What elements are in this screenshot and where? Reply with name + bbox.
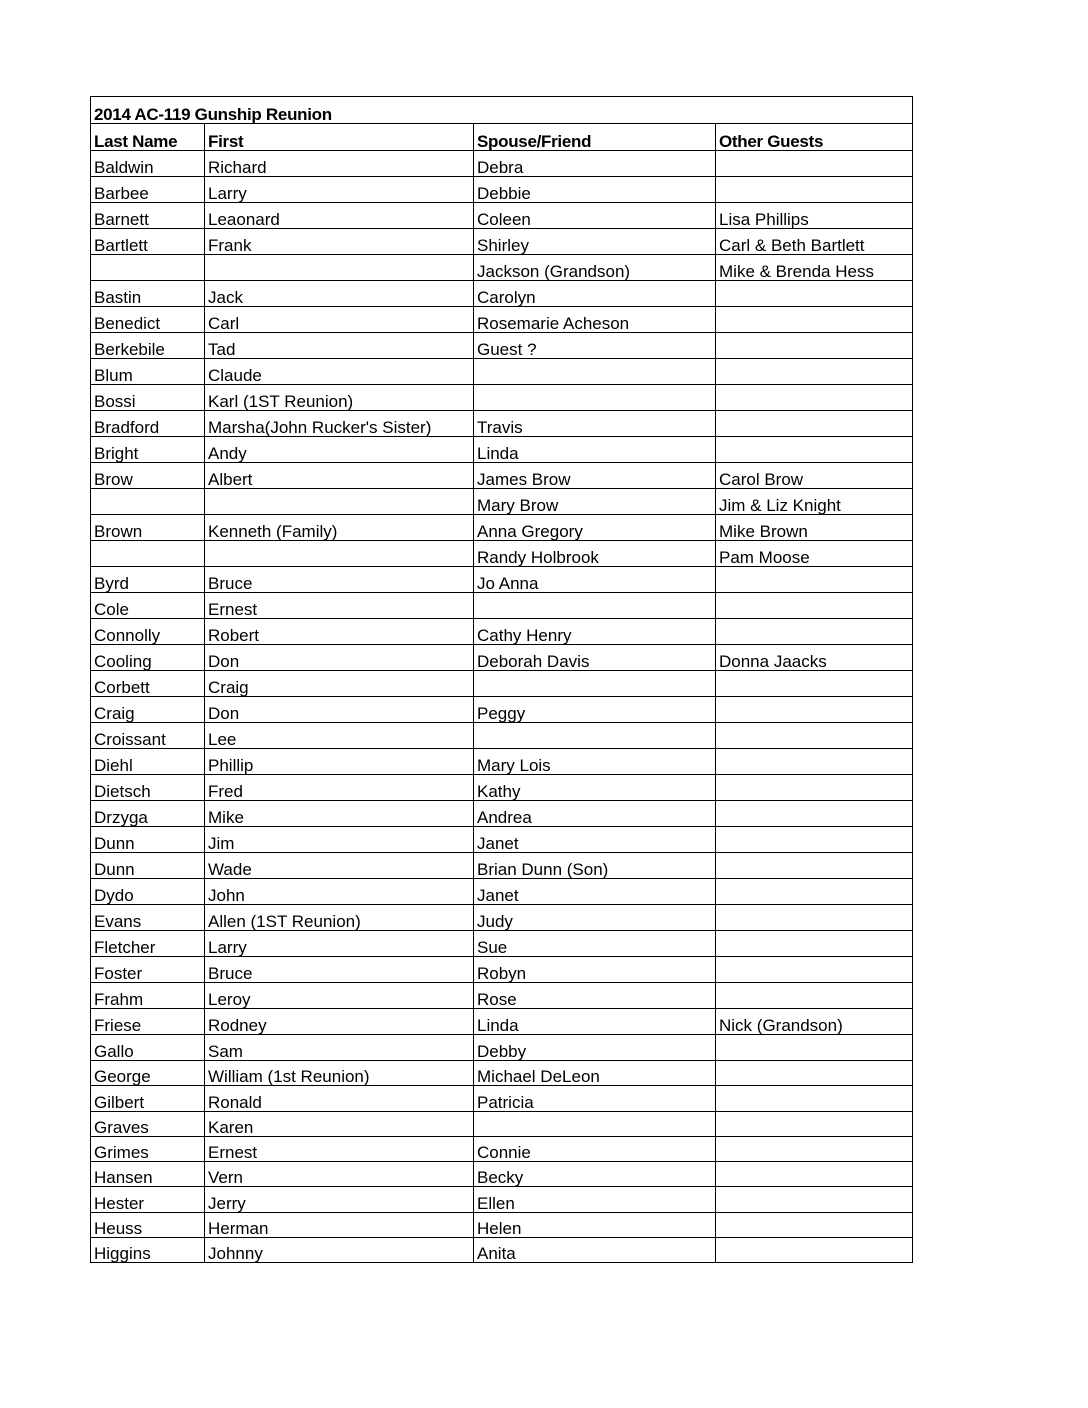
cell-spouse-friend	[474, 359, 716, 385]
cell-other-guests	[716, 359, 913, 385]
cell-first: Jack	[205, 281, 474, 307]
cell-other-guests	[716, 1061, 913, 1086]
cell-other-guests	[716, 1212, 913, 1237]
cell-first: Tad	[205, 333, 474, 359]
cell-other-guests	[716, 619, 913, 645]
table-row	[91, 1086, 913, 1111]
cell-other-guests: Nick (Grandson)	[716, 1009, 913, 1035]
cell-other-guests: Lisa Phillips	[716, 203, 913, 229]
cell-spouse-friend	[474, 723, 716, 749]
table-row	[91, 1187, 913, 1212]
cell-last-name	[91, 255, 205, 281]
table-row	[91, 307, 913, 333]
cell-last-name: Gilbert	[91, 1086, 205, 1111]
cell-other-guests	[716, 567, 913, 593]
cell-last-name: Dunn	[91, 853, 205, 879]
header-last-name: Last Name	[91, 124, 205, 151]
cell-spouse-friend: Janet	[474, 827, 716, 853]
cell-first: Ronald	[205, 1086, 474, 1111]
table-row	[91, 255, 913, 281]
cell-spouse-friend: Sue	[474, 931, 716, 957]
cell-other-guests: Mike Brown	[716, 515, 913, 541]
cell-last-name: Hansen	[91, 1162, 205, 1187]
cell-first: Jim	[205, 827, 474, 853]
cell-spouse-friend: Rosemarie Acheson	[474, 307, 716, 333]
cell-other-guests	[716, 411, 913, 437]
cell-first: Andy	[205, 437, 474, 463]
cell-first: Jerry	[205, 1187, 474, 1212]
cell-spouse-friend: Michael DeLeon	[474, 1061, 716, 1086]
cell-spouse-friend: Debra	[474, 151, 716, 177]
cell-first: Vern	[205, 1162, 474, 1187]
table-row	[91, 801, 913, 827]
cell-spouse-friend: Kathy	[474, 775, 716, 801]
cell-other-guests	[716, 775, 913, 801]
cell-spouse-friend: Anita	[474, 1238, 716, 1263]
cell-first: Don	[205, 697, 474, 723]
cell-last-name: Bright	[91, 437, 205, 463]
cell-spouse-friend: Randy Holbrook	[474, 541, 716, 567]
table-row	[91, 619, 913, 645]
cell-other-guests	[716, 983, 913, 1009]
cell-spouse-friend: Janet	[474, 879, 716, 905]
document-title: 2014 AC-119 Gunship Reunion	[91, 97, 913, 124]
cell-other-guests	[716, 853, 913, 879]
cell-spouse-friend: Judy	[474, 905, 716, 931]
cell-spouse-friend: Deborah Davis	[474, 645, 716, 671]
cell-spouse-friend: Carolyn	[474, 281, 716, 307]
cell-last-name: Brow	[91, 463, 205, 489]
cell-first: Bruce	[205, 957, 474, 983]
cell-other-guests: Carol Brow	[716, 463, 913, 489]
cell-last-name: Drzyga	[91, 801, 205, 827]
cell-spouse-friend: Becky	[474, 1162, 716, 1187]
cell-last-name: Baldwin	[91, 151, 205, 177]
table-row	[91, 671, 913, 697]
table-row	[91, 1136, 913, 1161]
cell-last-name: Bartlett	[91, 229, 205, 255]
cell-first: Rodney	[205, 1009, 474, 1035]
table-row	[91, 645, 913, 671]
cell-other-guests: Donna Jaacks	[716, 645, 913, 671]
table-row	[91, 359, 913, 385]
cell-last-name: Dunn	[91, 827, 205, 853]
cell-first: William (1st Reunion)	[205, 1061, 474, 1086]
cell-last-name: Heuss	[91, 1212, 205, 1237]
cell-other-guests	[716, 1111, 913, 1136]
cell-other-guests	[716, 1238, 913, 1263]
cell-first	[205, 541, 474, 567]
table-row	[91, 229, 913, 255]
cell-other-guests	[716, 593, 913, 619]
cell-spouse-friend: Rose	[474, 983, 716, 1009]
cell-spouse-friend: Peggy	[474, 697, 716, 723]
table-row	[91, 1111, 913, 1136]
cell-other-guests	[716, 1162, 913, 1187]
table-row	[91, 281, 913, 307]
cell-last-name: Bastin	[91, 281, 205, 307]
cell-other-guests	[716, 151, 913, 177]
guest-list-table	[90, 96, 913, 1263]
cell-first: Larry	[205, 177, 474, 203]
cell-first: Kenneth (Family)	[205, 515, 474, 541]
cell-spouse-friend: Connie	[474, 1136, 716, 1161]
cell-first: Claude	[205, 359, 474, 385]
cell-other-guests	[716, 437, 913, 463]
cell-last-name: Higgins	[91, 1238, 205, 1263]
cell-last-name: Benedict	[91, 307, 205, 333]
table-row	[91, 1212, 913, 1237]
cell-spouse-friend	[474, 671, 716, 697]
cell-first: Richard	[205, 151, 474, 177]
cell-spouse-friend: Robyn	[474, 957, 716, 983]
table-row	[91, 151, 913, 177]
cell-first: Carl	[205, 307, 474, 333]
table-row	[91, 385, 913, 411]
cell-spouse-friend: Linda	[474, 437, 716, 463]
cell-last-name	[91, 489, 205, 515]
cell-first: Allen (1ST Reunion)	[205, 905, 474, 931]
cell-first: Mike	[205, 801, 474, 827]
cell-spouse-friend: Mary Brow	[474, 489, 716, 515]
cell-spouse-friend: Jo Anna	[474, 567, 716, 593]
table-row	[91, 1061, 913, 1086]
cell-spouse-friend	[474, 385, 716, 411]
cell-first: John	[205, 879, 474, 905]
table-row	[91, 853, 913, 879]
cell-other-guests	[716, 879, 913, 905]
cell-spouse-friend: Anna Gregory	[474, 515, 716, 541]
header-row	[91, 124, 913, 151]
cell-last-name: Byrd	[91, 567, 205, 593]
table-row	[91, 593, 913, 619]
cell-last-name: Barnett	[91, 203, 205, 229]
cell-first: Craig	[205, 671, 474, 697]
table-row	[91, 983, 913, 1009]
table-row	[91, 1009, 913, 1035]
cell-first: Don	[205, 645, 474, 671]
cell-first: Karen	[205, 1111, 474, 1136]
cell-other-guests	[716, 1035, 913, 1061]
cell-first: Johnny	[205, 1238, 474, 1263]
cell-last-name: George	[91, 1061, 205, 1086]
table-row	[91, 879, 913, 905]
header-spouse-friend: Spouse/Friend	[474, 124, 716, 151]
cell-last-name: Croissant	[91, 723, 205, 749]
cell-first: Marsha(John Rucker's Sister)	[205, 411, 474, 437]
cell-spouse-friend: Debbie	[474, 177, 716, 203]
table-row	[91, 437, 913, 463]
cell-first: Bruce	[205, 567, 474, 593]
table-row	[91, 463, 913, 489]
header-other-guests: Other Guests	[716, 124, 913, 151]
cell-spouse-friend: Travis	[474, 411, 716, 437]
cell-first	[205, 255, 474, 281]
cell-first: Leroy	[205, 983, 474, 1009]
cell-last-name: Cooling	[91, 645, 205, 671]
cell-first: Phillip	[205, 749, 474, 775]
table-row	[91, 697, 913, 723]
cell-last-name: Diehl	[91, 749, 205, 775]
table-row	[91, 723, 913, 749]
cell-other-guests	[716, 697, 913, 723]
table-row	[91, 749, 913, 775]
cell-other-guests	[716, 1187, 913, 1212]
cell-other-guests	[716, 1086, 913, 1111]
cell-other-guests	[716, 749, 913, 775]
cell-first: Lee	[205, 723, 474, 749]
cell-last-name	[91, 541, 205, 567]
cell-spouse-friend: Shirley	[474, 229, 716, 255]
cell-last-name: Dydo	[91, 879, 205, 905]
cell-last-name: Friese	[91, 1009, 205, 1035]
cell-last-name: Berkebile	[91, 333, 205, 359]
cell-spouse-friend: Patricia	[474, 1086, 716, 1111]
table-row	[91, 515, 913, 541]
table-row	[91, 177, 913, 203]
cell-other-guests	[716, 281, 913, 307]
cell-first	[205, 489, 474, 515]
cell-other-guests: Pam Moose	[716, 541, 913, 567]
table-row	[91, 1035, 913, 1061]
cell-other-guests: Carl & Beth Bartlett	[716, 229, 913, 255]
table-row	[91, 827, 913, 853]
cell-other-guests	[716, 905, 913, 931]
cell-other-guests	[716, 307, 913, 333]
cell-first: Ernest	[205, 1136, 474, 1161]
table-row	[91, 1162, 913, 1187]
cell-last-name: Bossi	[91, 385, 205, 411]
cell-first: Ernest	[205, 593, 474, 619]
table-row	[91, 931, 913, 957]
cell-last-name: Hester	[91, 1187, 205, 1212]
cell-other-guests	[716, 801, 913, 827]
cell-spouse-friend	[474, 1111, 716, 1136]
cell-last-name: Barbee	[91, 177, 205, 203]
cell-spouse-friend: Helen	[474, 1212, 716, 1237]
table-row	[91, 489, 913, 515]
cell-last-name: Fletcher	[91, 931, 205, 957]
cell-other-guests	[716, 385, 913, 411]
cell-first: Herman	[205, 1212, 474, 1237]
cell-other-guests	[716, 1136, 913, 1161]
cell-last-name: Gallo	[91, 1035, 205, 1061]
cell-first: Leaonard	[205, 203, 474, 229]
cell-first: Fred	[205, 775, 474, 801]
cell-first: Wade	[205, 853, 474, 879]
cell-last-name: Grimes	[91, 1136, 205, 1161]
cell-spouse-friend: Coleen	[474, 203, 716, 229]
cell-first: Albert	[205, 463, 474, 489]
cell-last-name: Evans	[91, 905, 205, 931]
cell-spouse-friend: Linda	[474, 1009, 716, 1035]
cell-last-name: Craig	[91, 697, 205, 723]
cell-first: Robert	[205, 619, 474, 645]
cell-first: Frank	[205, 229, 474, 255]
cell-other-guests	[716, 957, 913, 983]
cell-last-name: Cole	[91, 593, 205, 619]
cell-last-name: Foster	[91, 957, 205, 983]
cell-last-name: Blum	[91, 359, 205, 385]
cell-last-name: Dietsch	[91, 775, 205, 801]
cell-last-name: Frahm	[91, 983, 205, 1009]
table-row	[91, 957, 913, 983]
cell-spouse-friend: Jackson (Grandson)	[474, 255, 716, 281]
cell-spouse-friend: Debby	[474, 1035, 716, 1061]
cell-other-guests	[716, 723, 913, 749]
cell-other-guests	[716, 177, 913, 203]
cell-last-name: Graves	[91, 1111, 205, 1136]
cell-other-guests: Mike & Brenda Hess	[716, 255, 913, 281]
cell-last-name: Brown	[91, 515, 205, 541]
cell-spouse-friend: Guest ?	[474, 333, 716, 359]
table-row	[91, 411, 913, 437]
title-row	[91, 97, 913, 124]
table-row	[91, 203, 913, 229]
table-row	[91, 1238, 913, 1263]
cell-other-guests	[716, 827, 913, 853]
guest-list-body	[91, 97, 913, 1263]
cell-other-guests	[716, 333, 913, 359]
table-row	[91, 541, 913, 567]
cell-last-name: Corbett	[91, 671, 205, 697]
cell-spouse-friend	[474, 593, 716, 619]
cell-other-guests: Jim & Liz Knight	[716, 489, 913, 515]
cell-spouse-friend: Brian Dunn (Son)	[474, 853, 716, 879]
cell-spouse-friend: James Brow	[474, 463, 716, 489]
cell-last-name: Connolly	[91, 619, 205, 645]
cell-other-guests	[716, 671, 913, 697]
cell-first: Larry	[205, 931, 474, 957]
table-row	[91, 567, 913, 593]
cell-last-name: Bradford	[91, 411, 205, 437]
cell-first: Karl (1ST Reunion)	[205, 385, 474, 411]
table-row	[91, 905, 913, 931]
cell-spouse-friend: Andrea	[474, 801, 716, 827]
cell-first: Sam	[205, 1035, 474, 1061]
table-row	[91, 333, 913, 359]
cell-spouse-friend: Mary Lois	[474, 749, 716, 775]
cell-spouse-friend: Cathy Henry	[474, 619, 716, 645]
header-first: First	[205, 124, 474, 151]
cell-spouse-friend: Ellen	[474, 1187, 716, 1212]
table-row	[91, 775, 913, 801]
cell-other-guests	[716, 931, 913, 957]
